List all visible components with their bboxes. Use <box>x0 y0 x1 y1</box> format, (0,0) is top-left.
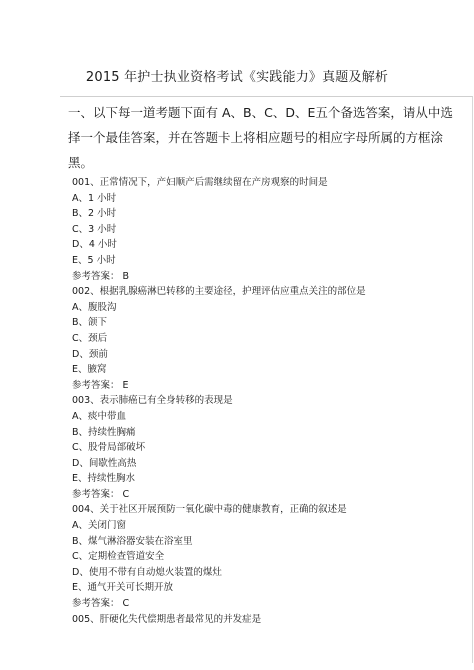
reference-answer <box>72 596 464 612</box>
question-list <box>72 175 464 627</box>
answer-option: B、颌下 <box>72 317 108 329</box>
answer-option: D、使用不带有自动熄火装置的煤灶 <box>72 566 222 578</box>
instruction-line: 一、以下每一道考题下面有 A、B、C、D、E五个备选答案，请从中选 <box>68 105 453 120</box>
answer-option: B、煤气淋浴器安装在浴室里 <box>72 535 193 547</box>
answer-letter: C <box>122 598 130 610</box>
answer-option: E、腋窝 <box>72 364 107 376</box>
instruction-line: 黑。 <box>68 155 94 170</box>
question-stem: 005、肝硬化失代偿期患者最常见的并发症是 <box>72 613 262 625</box>
answer-prefix: 参考答案： <box>72 598 120 610</box>
answer-option: A、关闭门窗 <box>72 520 126 532</box>
answer-option: A、腹股沟 <box>72 301 117 313</box>
answer-option: C、3 小时 <box>72 223 117 235</box>
answer-option: D、颈前 <box>72 348 108 360</box>
reference-answer <box>72 269 464 285</box>
question-stem: 004、关于社区开展预防一氧化碳中毒的健康教育，正确的叙述是 <box>72 504 347 516</box>
answer-letter: C <box>122 488 130 500</box>
reference-answer <box>72 378 464 394</box>
answer-option: A、1 小时 <box>72 192 117 204</box>
answer-option: E、通气开关可长期开放 <box>72 582 174 594</box>
document-title: 2015 年护士执业资格考试《实践能力》真题及解析 <box>85 70 389 85</box>
instruction-line: 择一个最佳答案，并在答题卡上将相应题号的相应字母所属的方框涂 <box>68 130 444 145</box>
answer-option: A、痰中带血 <box>72 410 126 422</box>
answer-option: B、2 小时 <box>72 208 117 220</box>
answer-prefix: 参考答案： <box>72 488 120 500</box>
answer-letter: B <box>122 270 130 282</box>
answer-option: E、5 小时 <box>72 254 116 266</box>
answer-option: D、间歇性高热 <box>72 457 137 469</box>
answer-option: C、股骨局部破坏 <box>72 442 146 454</box>
answer-option: C、定期检查管道安全 <box>72 551 165 563</box>
question-stem: 001、正常情况下，产妇顺产后需继续留在产房观察的时间是 <box>72 177 328 188</box>
answer-letter: E <box>122 379 129 391</box>
answer-option: B、持续性胸痛 <box>72 426 136 438</box>
answer-prefix: 参考答案： <box>72 379 120 391</box>
question-stem: 002、根据乳腺癌淋巴转移的主要途径，护理评估应重点关注的部位是 <box>72 286 366 298</box>
question-stem: 003、表示肺癌已有全身转移的表现是 <box>72 395 233 407</box>
answer-prefix: 参考答案： <box>72 270 120 282</box>
reference-answer <box>72 487 464 503</box>
answer-option: E、持续性胸水 <box>72 473 136 485</box>
answer-option: D、4 小时 <box>72 239 117 251</box>
answer-option: C、颈后 <box>72 332 108 344</box>
section-instructions <box>68 100 464 175</box>
